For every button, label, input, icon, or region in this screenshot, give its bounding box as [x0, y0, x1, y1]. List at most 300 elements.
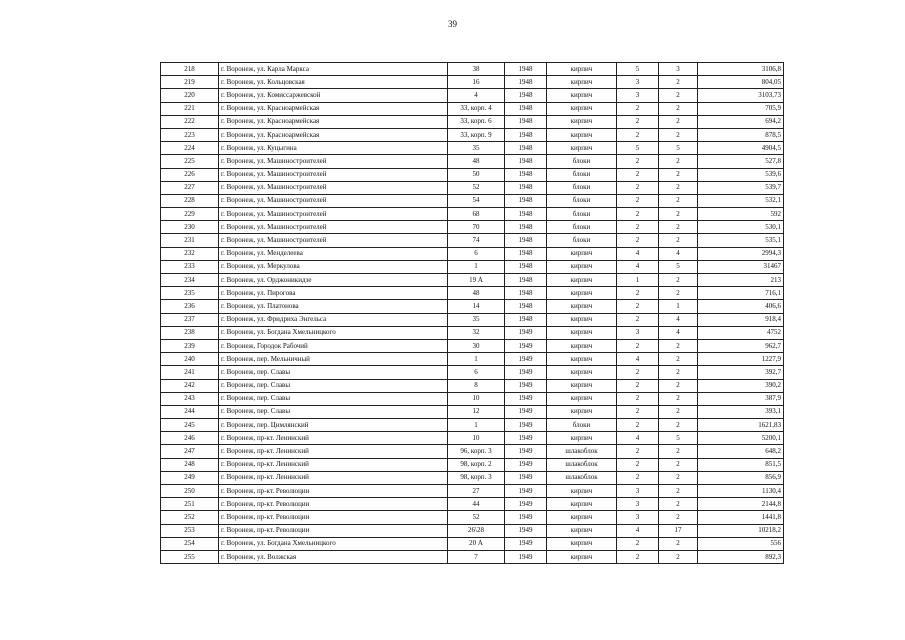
floors-cell: 4 — [617, 432, 659, 445]
year-cell: 1948 — [505, 221, 547, 234]
floors-cell: 2 — [617, 168, 659, 181]
house-number-cell: 6 — [448, 366, 505, 379]
area-cell: 5200,1 — [698, 432, 784, 445]
house-number-cell: 10 — [448, 432, 505, 445]
wall-material-cell: кирпич — [547, 63, 617, 76]
entrances-cell: 2 — [659, 511, 698, 524]
area-cell: 3103,73 — [698, 89, 784, 102]
floors-cell: 2 — [617, 379, 659, 392]
area-cell: 393,1 — [698, 405, 784, 418]
house-number-cell: 26\28 — [448, 524, 505, 537]
table-row — [161, 155, 784, 168]
year-cell: 1949 — [505, 471, 547, 484]
house-number-cell: 54 — [448, 194, 505, 207]
row-number: 241 — [161, 366, 219, 379]
year-cell: 1949 — [505, 524, 547, 537]
row-number: 249 — [161, 471, 219, 484]
floors-cell: 4 — [617, 353, 659, 366]
address-cell: г. Воронеж, пер. Славы — [219, 392, 448, 405]
table-row — [161, 339, 784, 352]
address-cell: г. Воронеж, ул. Волжская — [219, 550, 448, 563]
wall-material-cell: блоки — [547, 208, 617, 221]
year-cell: 1949 — [505, 537, 547, 550]
address-cell: г. Воронеж, пр-кт. Ленинский — [219, 445, 448, 458]
floors-cell: 2 — [617, 339, 659, 352]
entrances-cell: 2 — [659, 419, 698, 432]
row-number: 237 — [161, 313, 219, 326]
year-cell: 1949 — [505, 419, 547, 432]
floors-cell: 3 — [617, 485, 659, 498]
table-row — [161, 445, 784, 458]
floors-cell: 2 — [617, 445, 659, 458]
row-number: 228 — [161, 194, 219, 207]
floors-cell: 2 — [617, 366, 659, 379]
year-cell: 1948 — [505, 260, 547, 273]
wall-material-cell: блоки — [547, 221, 617, 234]
address-cell: г. Воронеж, ул. Машиностроителей — [219, 194, 448, 207]
wall-material-cell: блоки — [547, 155, 617, 168]
area-cell: 694,2 — [698, 115, 784, 128]
table-row — [161, 194, 784, 207]
floors-cell: 2 — [617, 471, 659, 484]
row-number: 240 — [161, 353, 219, 366]
year-cell: 1948 — [505, 234, 547, 247]
year-cell: 1949 — [505, 550, 547, 563]
wall-material-cell: кирпич — [547, 142, 617, 155]
area-cell: 1621,83 — [698, 419, 784, 432]
house-number-cell: 33, корп. 6 — [448, 115, 505, 128]
address-cell: г. Воронеж, пер. Славы — [219, 379, 448, 392]
area-cell: 392,7 — [698, 366, 784, 379]
address-cell: г. Воронеж, ул. Машиностроителей — [219, 208, 448, 221]
entrances-cell: 2 — [659, 194, 698, 207]
row-number: 224 — [161, 142, 219, 155]
house-number-cell: 19 А — [448, 274, 505, 287]
entrances-cell: 2 — [659, 405, 698, 418]
year-cell: 1949 — [505, 405, 547, 418]
row-number: 255 — [161, 550, 219, 563]
entrances-cell: 2 — [659, 550, 698, 563]
house-number-cell: 16 — [448, 76, 505, 89]
area-cell: 851,5 — [698, 458, 784, 471]
entrances-cell: 2 — [659, 445, 698, 458]
floors-cell: 3 — [617, 498, 659, 511]
floors-cell: 3 — [617, 326, 659, 339]
floors-cell: 2 — [617, 155, 659, 168]
year-cell: 1948 — [505, 247, 547, 260]
year-cell: 1949 — [505, 339, 547, 352]
year-cell: 1948 — [505, 128, 547, 141]
address-cell: г. Воронеж, ул. Богдана Хмельницкого — [219, 326, 448, 339]
table-row — [161, 260, 784, 273]
table-row — [161, 89, 784, 102]
area-cell: 716,1 — [698, 287, 784, 300]
year-cell: 1948 — [505, 181, 547, 194]
house-number-cell: 30 — [448, 339, 505, 352]
wall-material-cell: кирпич — [547, 300, 617, 313]
address-cell: г. Воронеж, ул. Красноармейская — [219, 128, 448, 141]
year-cell: 1948 — [505, 115, 547, 128]
page-number: 39 — [448, 19, 457, 29]
table-row — [161, 313, 784, 326]
table-row — [161, 274, 784, 287]
wall-material-cell: кирпич — [547, 326, 617, 339]
row-number: 253 — [161, 524, 219, 537]
house-number-cell: 38 — [448, 63, 505, 76]
entrances-cell: 3 — [659, 63, 698, 76]
floors-cell: 2 — [617, 300, 659, 313]
year-cell: 1948 — [505, 89, 547, 102]
floors-cell: 2 — [617, 115, 659, 128]
row-number: 246 — [161, 432, 219, 445]
wall-material-cell: кирпич — [547, 313, 617, 326]
floors-cell: 2 — [617, 537, 659, 550]
wall-material-cell: кирпич — [547, 379, 617, 392]
entrances-cell: 5 — [659, 142, 698, 155]
area-cell: 213 — [698, 274, 784, 287]
table-body — [161, 63, 784, 564]
wall-material-cell: кирпич — [547, 353, 617, 366]
row-number: 227 — [161, 181, 219, 194]
wall-material-cell: кирпич — [547, 498, 617, 511]
house-number-cell: 1 — [448, 419, 505, 432]
entrances-cell: 2 — [659, 208, 698, 221]
year-cell: 1948 — [505, 194, 547, 207]
floors-cell: 5 — [617, 63, 659, 76]
table-row — [161, 102, 784, 115]
house-number-cell: 27 — [448, 485, 505, 498]
area-cell: 592 — [698, 208, 784, 221]
row-number: 251 — [161, 498, 219, 511]
entrances-cell: 2 — [659, 89, 698, 102]
year-cell: 1948 — [505, 287, 547, 300]
entrances-cell: 2 — [659, 287, 698, 300]
wall-material-cell: шлакоблок — [547, 471, 617, 484]
address-cell: г. Воронеж, пер. Мельничный — [219, 353, 448, 366]
table-row — [161, 221, 784, 234]
wall-material-cell: кирпич — [547, 287, 617, 300]
row-number: 219 — [161, 76, 219, 89]
address-cell: г. Воронеж, ул. Машиностроителей — [219, 221, 448, 234]
row-number: 218 — [161, 63, 219, 76]
wall-material-cell: кирпич — [547, 339, 617, 352]
house-number-cell: 98, корп. 2 — [448, 458, 505, 471]
row-number: 247 — [161, 445, 219, 458]
floors-cell: 2 — [617, 234, 659, 247]
table-row — [161, 181, 784, 194]
area-cell: 387,9 — [698, 392, 784, 405]
table-row — [161, 550, 784, 563]
row-number: 239 — [161, 339, 219, 352]
wall-material-cell: кирпич — [547, 524, 617, 537]
table-row — [161, 63, 784, 76]
address-cell: г. Воронеж, ул. Пирогова — [219, 287, 448, 300]
table-row — [161, 234, 784, 247]
house-number-cell: 33, корп. 4 — [448, 102, 505, 115]
table-row — [161, 76, 784, 89]
wall-material-cell: кирпич — [547, 405, 617, 418]
entrances-cell: 2 — [659, 168, 698, 181]
area-cell: 4904,5 — [698, 142, 784, 155]
area-cell: 31467 — [698, 260, 784, 273]
house-number-cell: 48 — [448, 155, 505, 168]
wall-material-cell: блоки — [547, 194, 617, 207]
entrances-cell: 2 — [659, 498, 698, 511]
address-cell: г. Воронеж, пр-кт. Ленинский — [219, 458, 448, 471]
row-number: 244 — [161, 405, 219, 418]
house-number-cell: 1 — [448, 353, 505, 366]
entrances-cell: 17 — [659, 524, 698, 537]
table-row — [161, 458, 784, 471]
area-cell: 539,6 — [698, 168, 784, 181]
table-row — [161, 392, 784, 405]
row-number: 221 — [161, 102, 219, 115]
year-cell: 1949 — [505, 366, 547, 379]
year-cell: 1948 — [505, 300, 547, 313]
area-cell: 556 — [698, 537, 784, 550]
house-number-cell: 1 — [448, 260, 505, 273]
floors-cell: 4 — [617, 260, 659, 273]
wall-material-cell: кирпич — [547, 102, 617, 115]
wall-material-cell: блоки — [547, 419, 617, 432]
house-number-cell: 52 — [448, 511, 505, 524]
house-number-cell: 6 — [448, 247, 505, 260]
row-number: 250 — [161, 485, 219, 498]
entrances-cell: 2 — [659, 392, 698, 405]
row-number: 248 — [161, 458, 219, 471]
row-number: 220 — [161, 89, 219, 102]
row-number: 242 — [161, 379, 219, 392]
wall-material-cell: кирпич — [547, 89, 617, 102]
table-row — [161, 366, 784, 379]
entrances-cell: 2 — [659, 234, 698, 247]
house-number-cell: 14 — [448, 300, 505, 313]
wall-material-cell: блоки — [547, 168, 617, 181]
wall-material-cell: кирпич — [547, 537, 617, 550]
year-cell: 1949 — [505, 432, 547, 445]
wall-material-cell: кирпич — [547, 550, 617, 563]
entrances-cell: 4 — [659, 247, 698, 260]
area-cell: 532,1 — [698, 194, 784, 207]
table-row — [161, 353, 784, 366]
table-row — [161, 432, 784, 445]
area-cell: 705,9 — [698, 102, 784, 115]
entrances-cell: 5 — [659, 432, 698, 445]
floors-cell: 2 — [617, 181, 659, 194]
entrances-cell: 2 — [659, 485, 698, 498]
year-cell: 1949 — [505, 511, 547, 524]
year-cell: 1948 — [505, 102, 547, 115]
entrances-cell: 2 — [659, 128, 698, 141]
row-number: 236 — [161, 300, 219, 313]
wall-material-cell: кирпич — [547, 260, 617, 273]
area-cell: 10218,2 — [698, 524, 784, 537]
entrances-cell: 2 — [659, 221, 698, 234]
table-row — [161, 287, 784, 300]
entrances-cell: 2 — [659, 537, 698, 550]
house-number-cell: 98, корп. 3 — [448, 471, 505, 484]
area-cell: 892,3 — [698, 550, 784, 563]
house-number-cell: 35 — [448, 313, 505, 326]
table-row — [161, 524, 784, 537]
table-row — [161, 379, 784, 392]
year-cell: 1949 — [505, 485, 547, 498]
entrances-cell: 2 — [659, 471, 698, 484]
wall-material-cell: кирпич — [547, 485, 617, 498]
address-cell: г. Воронеж, ул. Орджоникидзе — [219, 274, 448, 287]
floors-cell: 4 — [617, 247, 659, 260]
table-row — [161, 405, 784, 418]
wall-material-cell: кирпич — [547, 76, 617, 89]
house-number-cell: 44 — [448, 498, 505, 511]
address-cell: г. Воронеж, ул. Менделеева — [219, 247, 448, 260]
table-row — [161, 326, 784, 339]
address-cell: г. Воронеж, ул. Карла Маркса — [219, 63, 448, 76]
floors-cell: 2 — [617, 550, 659, 563]
area-cell: 2144,8 — [698, 498, 784, 511]
address-cell: г. Воронеж, пр-кт. Ленинский — [219, 471, 448, 484]
row-number: 234 — [161, 274, 219, 287]
house-number-cell: 20 А — [448, 537, 505, 550]
row-number: 225 — [161, 155, 219, 168]
year-cell: 1949 — [505, 353, 547, 366]
address-cell: г. Воронеж, Городок Рабочий — [219, 339, 448, 352]
address-cell: г. Воронеж, ул. Красноармейская — [219, 115, 448, 128]
area-cell: 962,7 — [698, 339, 784, 352]
row-number: 235 — [161, 287, 219, 300]
row-number: 232 — [161, 247, 219, 260]
area-cell: 1130,4 — [698, 485, 784, 498]
table-row — [161, 419, 784, 432]
house-number-cell: 8 — [448, 379, 505, 392]
table-row — [161, 142, 784, 155]
address-cell: г. Воронеж, пр-кт. Ленинский — [219, 432, 448, 445]
area-cell: 390,2 — [698, 379, 784, 392]
house-number-cell: 4 — [448, 89, 505, 102]
floors-cell: 5 — [617, 142, 659, 155]
entrances-cell: 2 — [659, 76, 698, 89]
floors-cell: 2 — [617, 194, 659, 207]
area-cell: 1227,9 — [698, 353, 784, 366]
area-cell: 878,5 — [698, 128, 784, 141]
address-cell: г. Воронеж, ул. Машиностроителей — [219, 181, 448, 194]
house-number-cell: 68 — [448, 208, 505, 221]
year-cell: 1948 — [505, 208, 547, 221]
house-number-cell: 32 — [448, 326, 505, 339]
house-number-cell: 10 — [448, 392, 505, 405]
area-cell: 2994,3 — [698, 247, 784, 260]
floors-cell: 3 — [617, 76, 659, 89]
row-number: 229 — [161, 208, 219, 221]
wall-material-cell: кирпич — [547, 247, 617, 260]
address-cell: г. Воронеж, ул. Машиностроителей — [219, 168, 448, 181]
area-cell: 406,6 — [698, 300, 784, 313]
table-row — [161, 498, 784, 511]
area-cell: 804,05 — [698, 76, 784, 89]
row-number: 230 — [161, 221, 219, 234]
floors-cell: 2 — [617, 405, 659, 418]
year-cell: 1948 — [505, 168, 547, 181]
address-cell: г. Воронеж, пер. Славы — [219, 405, 448, 418]
floors-cell: 2 — [617, 287, 659, 300]
house-number-cell: 74 — [448, 234, 505, 247]
address-cell: г. Воронеж, ул. Платонова — [219, 300, 448, 313]
entrances-cell: 2 — [659, 353, 698, 366]
entrances-cell: 2 — [659, 155, 698, 168]
house-number-cell: 70 — [448, 221, 505, 234]
wall-material-cell: кирпич — [547, 115, 617, 128]
table-row — [161, 168, 784, 181]
entrances-cell: 2 — [659, 379, 698, 392]
floors-cell: 2 — [617, 128, 659, 141]
house-number-cell: 48 — [448, 287, 505, 300]
wall-material-cell: кирпич — [547, 366, 617, 379]
entrances-cell: 1 — [659, 300, 698, 313]
floors-cell: 3 — [617, 89, 659, 102]
year-cell: 1948 — [505, 76, 547, 89]
floors-cell: 2 — [617, 392, 659, 405]
entrances-cell: 2 — [659, 458, 698, 471]
address-cell: г. Воронеж, ул. Комиссаржевской — [219, 89, 448, 102]
table-row — [161, 300, 784, 313]
house-number-cell: 7 — [448, 550, 505, 563]
year-cell: 1948 — [505, 274, 547, 287]
wall-material-cell: кирпич — [547, 392, 617, 405]
row-number: 231 — [161, 234, 219, 247]
housing-registry-table — [160, 62, 784, 564]
entrances-cell: 2 — [659, 102, 698, 115]
table-row — [161, 471, 784, 484]
address-cell: г. Воронеж, ул. Куцыгина — [219, 142, 448, 155]
entrances-cell: 5 — [659, 260, 698, 273]
year-cell: 1949 — [505, 498, 547, 511]
entrances-cell: 2 — [659, 366, 698, 379]
year-cell: 1949 — [505, 392, 547, 405]
address-cell: г. Воронеж, ул. Машиностроителей — [219, 155, 448, 168]
table-row — [161, 208, 784, 221]
year-cell: 1949 — [505, 379, 547, 392]
area-cell: 535,1 — [698, 234, 784, 247]
entrances-cell: 2 — [659, 115, 698, 128]
address-cell: г. Воронеж, ул. Фридриха Энгельса — [219, 313, 448, 326]
address-cell: г. Воронеж, ул. Кольцовская — [219, 76, 448, 89]
house-number-cell: 50 — [448, 168, 505, 181]
floors-cell: 2 — [617, 313, 659, 326]
house-number-cell: 52 — [448, 181, 505, 194]
floors-cell: 2 — [617, 208, 659, 221]
year-cell: 1948 — [505, 142, 547, 155]
year-cell: 1949 — [505, 458, 547, 471]
floors-cell: 2 — [617, 419, 659, 432]
table-row — [161, 511, 784, 524]
table-row — [161, 247, 784, 260]
wall-material-cell: шлакоблок — [547, 458, 617, 471]
address-cell: г. Воронеж, ул. Богдана Хмельницкого — [219, 537, 448, 550]
entrances-cell: 2 — [659, 181, 698, 194]
area-cell: 856,9 — [698, 471, 784, 484]
house-number-cell: 35 — [448, 142, 505, 155]
address-cell: г. Воронеж, пр-кт. Революции — [219, 498, 448, 511]
address-cell: г. Воронеж, пр-кт. Революции — [219, 511, 448, 524]
floors-cell: 2 — [617, 102, 659, 115]
row-number: 233 — [161, 260, 219, 273]
row-number: 222 — [161, 115, 219, 128]
row-number: 226 — [161, 168, 219, 181]
floors-cell: 2 — [617, 221, 659, 234]
table-row — [161, 537, 784, 550]
address-cell: г. Воронеж, пр-кт. Революции — [219, 485, 448, 498]
area-cell: 648,2 — [698, 445, 784, 458]
